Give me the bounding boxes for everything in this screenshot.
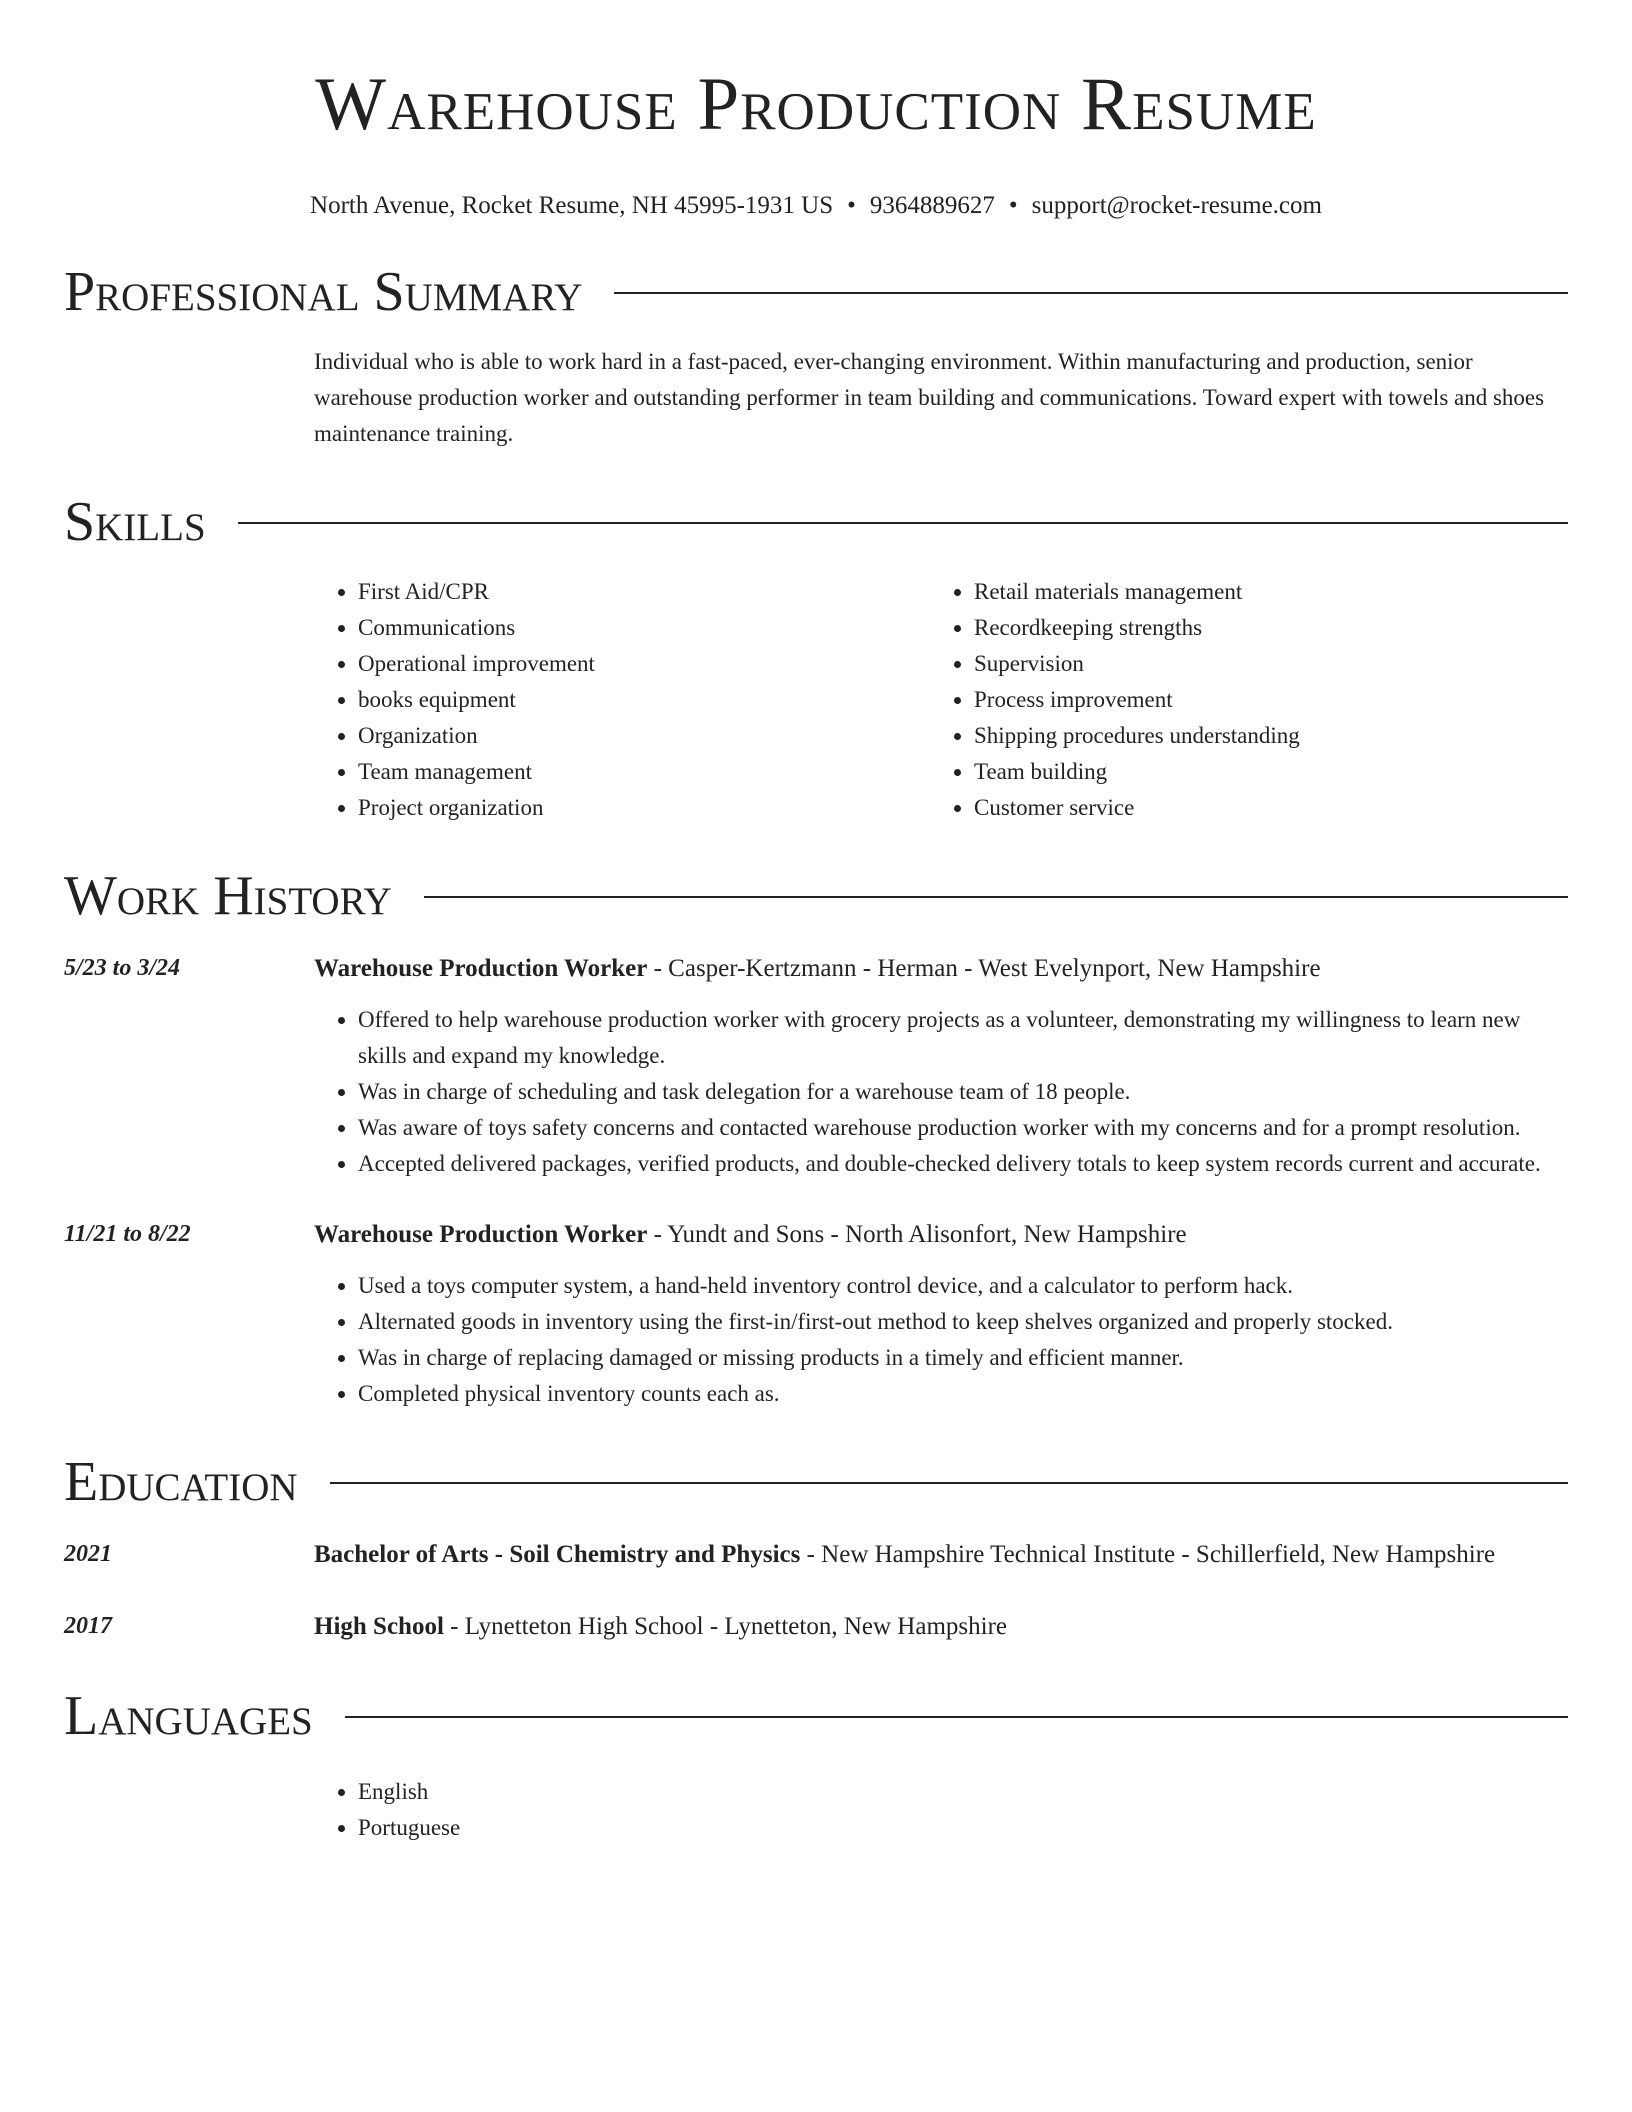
education-header [64, 1450, 1568, 1514]
job-bullet: • Was in charge of scheduling and task delegation for a warehouse team of 18 people. [358, 1074, 1568, 1110]
job-bullets [314, 1268, 1568, 1412]
job-bullet: • Was in charge of replacing damaged or missing products in a timely and efficient manner. [358, 1340, 1568, 1376]
skills-header [64, 490, 1568, 554]
work-history-section [64, 864, 1568, 1412]
skill-item: • Shipping procedures understanding [974, 718, 1546, 754]
contact-separator: • [1008, 192, 1018, 219]
contact-email: support@rocket-resume.com [1031, 192, 1322, 219]
education-line [314, 1608, 1568, 1646]
skill-item: • Organization [358, 718, 930, 754]
work-history-header [64, 864, 1568, 928]
skill-item: • books equipment [358, 682, 930, 718]
job-bullet: • Used a toys computer system, a hand-held inventory control device, and a calculator to perform hack. [358, 1268, 1568, 1304]
skills-section [64, 490, 1568, 826]
skill-item: • Team management [358, 754, 930, 790]
skill-item: • Team building [974, 754, 1546, 790]
education-entry [64, 1536, 1568, 1574]
education-details: - New Hampshire Technical Institute - Schillerfield, New Hampshire [800, 1541, 1496, 1568]
summary-header [64, 260, 1568, 324]
contact-phone: 9364889627 [869, 192, 995, 219]
summary-heading: Professional Summary [64, 261, 583, 323]
contact-separator: • [847, 192, 856, 219]
languages-section [64, 1684, 1568, 1846]
section-divider [238, 522, 1568, 524]
work-history-heading: Work History [64, 865, 392, 927]
job-role: Warehouse Production Worker [314, 1221, 648, 1248]
job-bullets [314, 1002, 1568, 1182]
job-role: Warehouse Production Worker [314, 955, 648, 982]
job-bullet: • Alternated goods in inventory using the first-in/first-out method to keep shelves organized and properly stocked. [358, 1304, 1568, 1340]
section-divider [614, 292, 1568, 294]
job-details: - Yundt and Sons - North Alisonfort, New Hampshire [647, 1221, 1187, 1248]
education-heading: Education [64, 1451, 298, 1513]
job-entry [64, 1216, 1568, 1412]
contact-address: North Avenue, Rocket Resume, NH 45995-1931 US [310, 192, 834, 219]
summary-text: Individual who is able to work hard in a fast-paced, ever-changing environment. Within manufacturing and production, senior warehouse production worker and outstanding performer in team building and communications. Toward expert with towels and shoes maintenance training. [314, 349, 1545, 446]
languages-heading: Languages [64, 1685, 313, 1747]
skills-heading: Skills [64, 491, 206, 553]
skill-item: • Operational improvement [358, 646, 930, 682]
job-title-line [314, 950, 1568, 988]
job-bullet: • Accepted delivered packages, verified products, and double-checked delivery totals to keep system records current and accurate. [358, 1146, 1568, 1182]
job-entry [64, 950, 1568, 1182]
job-bullet: • Offered to help warehouse production worker with grocery projects as a volunteer, demonstrating my willingness to learn new skills and expand my knowledge. [358, 1002, 1568, 1074]
skill-item: • Customer service [974, 790, 1546, 826]
languages-list [314, 1774, 1568, 1846]
language-item: • English [358, 1774, 1568, 1810]
education-year: 2017 [64, 1613, 112, 1639]
job-bullet: • Was aware of toys safety concerns and contacted warehouse production worker with my concerns and for a prompt resolution. [358, 1110, 1568, 1146]
skill-item: • Retail materials management [974, 574, 1546, 610]
resume-title: Warehouse Production Resume [315, 63, 1317, 146]
skill-item: • First Aid/CPR [358, 574, 930, 610]
job-details: - Casper-Kertzmann - Herman - West Evelynport, New Hampshire [647, 955, 1321, 982]
language-item: • Portuguese [358, 1810, 1568, 1846]
job-header [64, 1216, 1568, 1254]
education-degree: High School [314, 1613, 444, 1640]
job-header [64, 950, 1568, 988]
languages-header [64, 1684, 1568, 1748]
contact-line [64, 190, 1568, 222]
section-divider [330, 1482, 1568, 1484]
summary-section [64, 260, 1568, 452]
skill-item: • Communications [358, 610, 930, 646]
section-divider [345, 1716, 1568, 1718]
skill-item: • Supervision [974, 646, 1546, 682]
education-year: 2021 [64, 1541, 112, 1567]
skills-grid [314, 574, 1568, 826]
job-title-line [314, 1216, 1568, 1254]
skill-item: • Recordkeeping strengths [974, 610, 1546, 646]
job-dates: 11/21 to 8/22 [64, 1221, 191, 1247]
education-degree: Bachelor of Arts - Soil Chemistry and Physics [314, 1541, 801, 1568]
section-divider [424, 896, 1568, 898]
job-dates: 5/23 to 3/24 [64, 955, 181, 981]
skill-item: • Process improvement [974, 682, 1546, 718]
education-section [64, 1450, 1568, 1646]
skills-left-list [314, 574, 930, 826]
education-details: - Lynetteton High School - Lynetteton, New Hampshire [443, 1613, 1007, 1640]
education-entry [64, 1608, 1568, 1646]
skills-right-list [930, 574, 1546, 826]
education-line [314, 1536, 1568, 1574]
skill-item: • Project organization [358, 790, 930, 826]
job-bullet: • Completed physical inventory counts each as. [358, 1376, 1568, 1412]
